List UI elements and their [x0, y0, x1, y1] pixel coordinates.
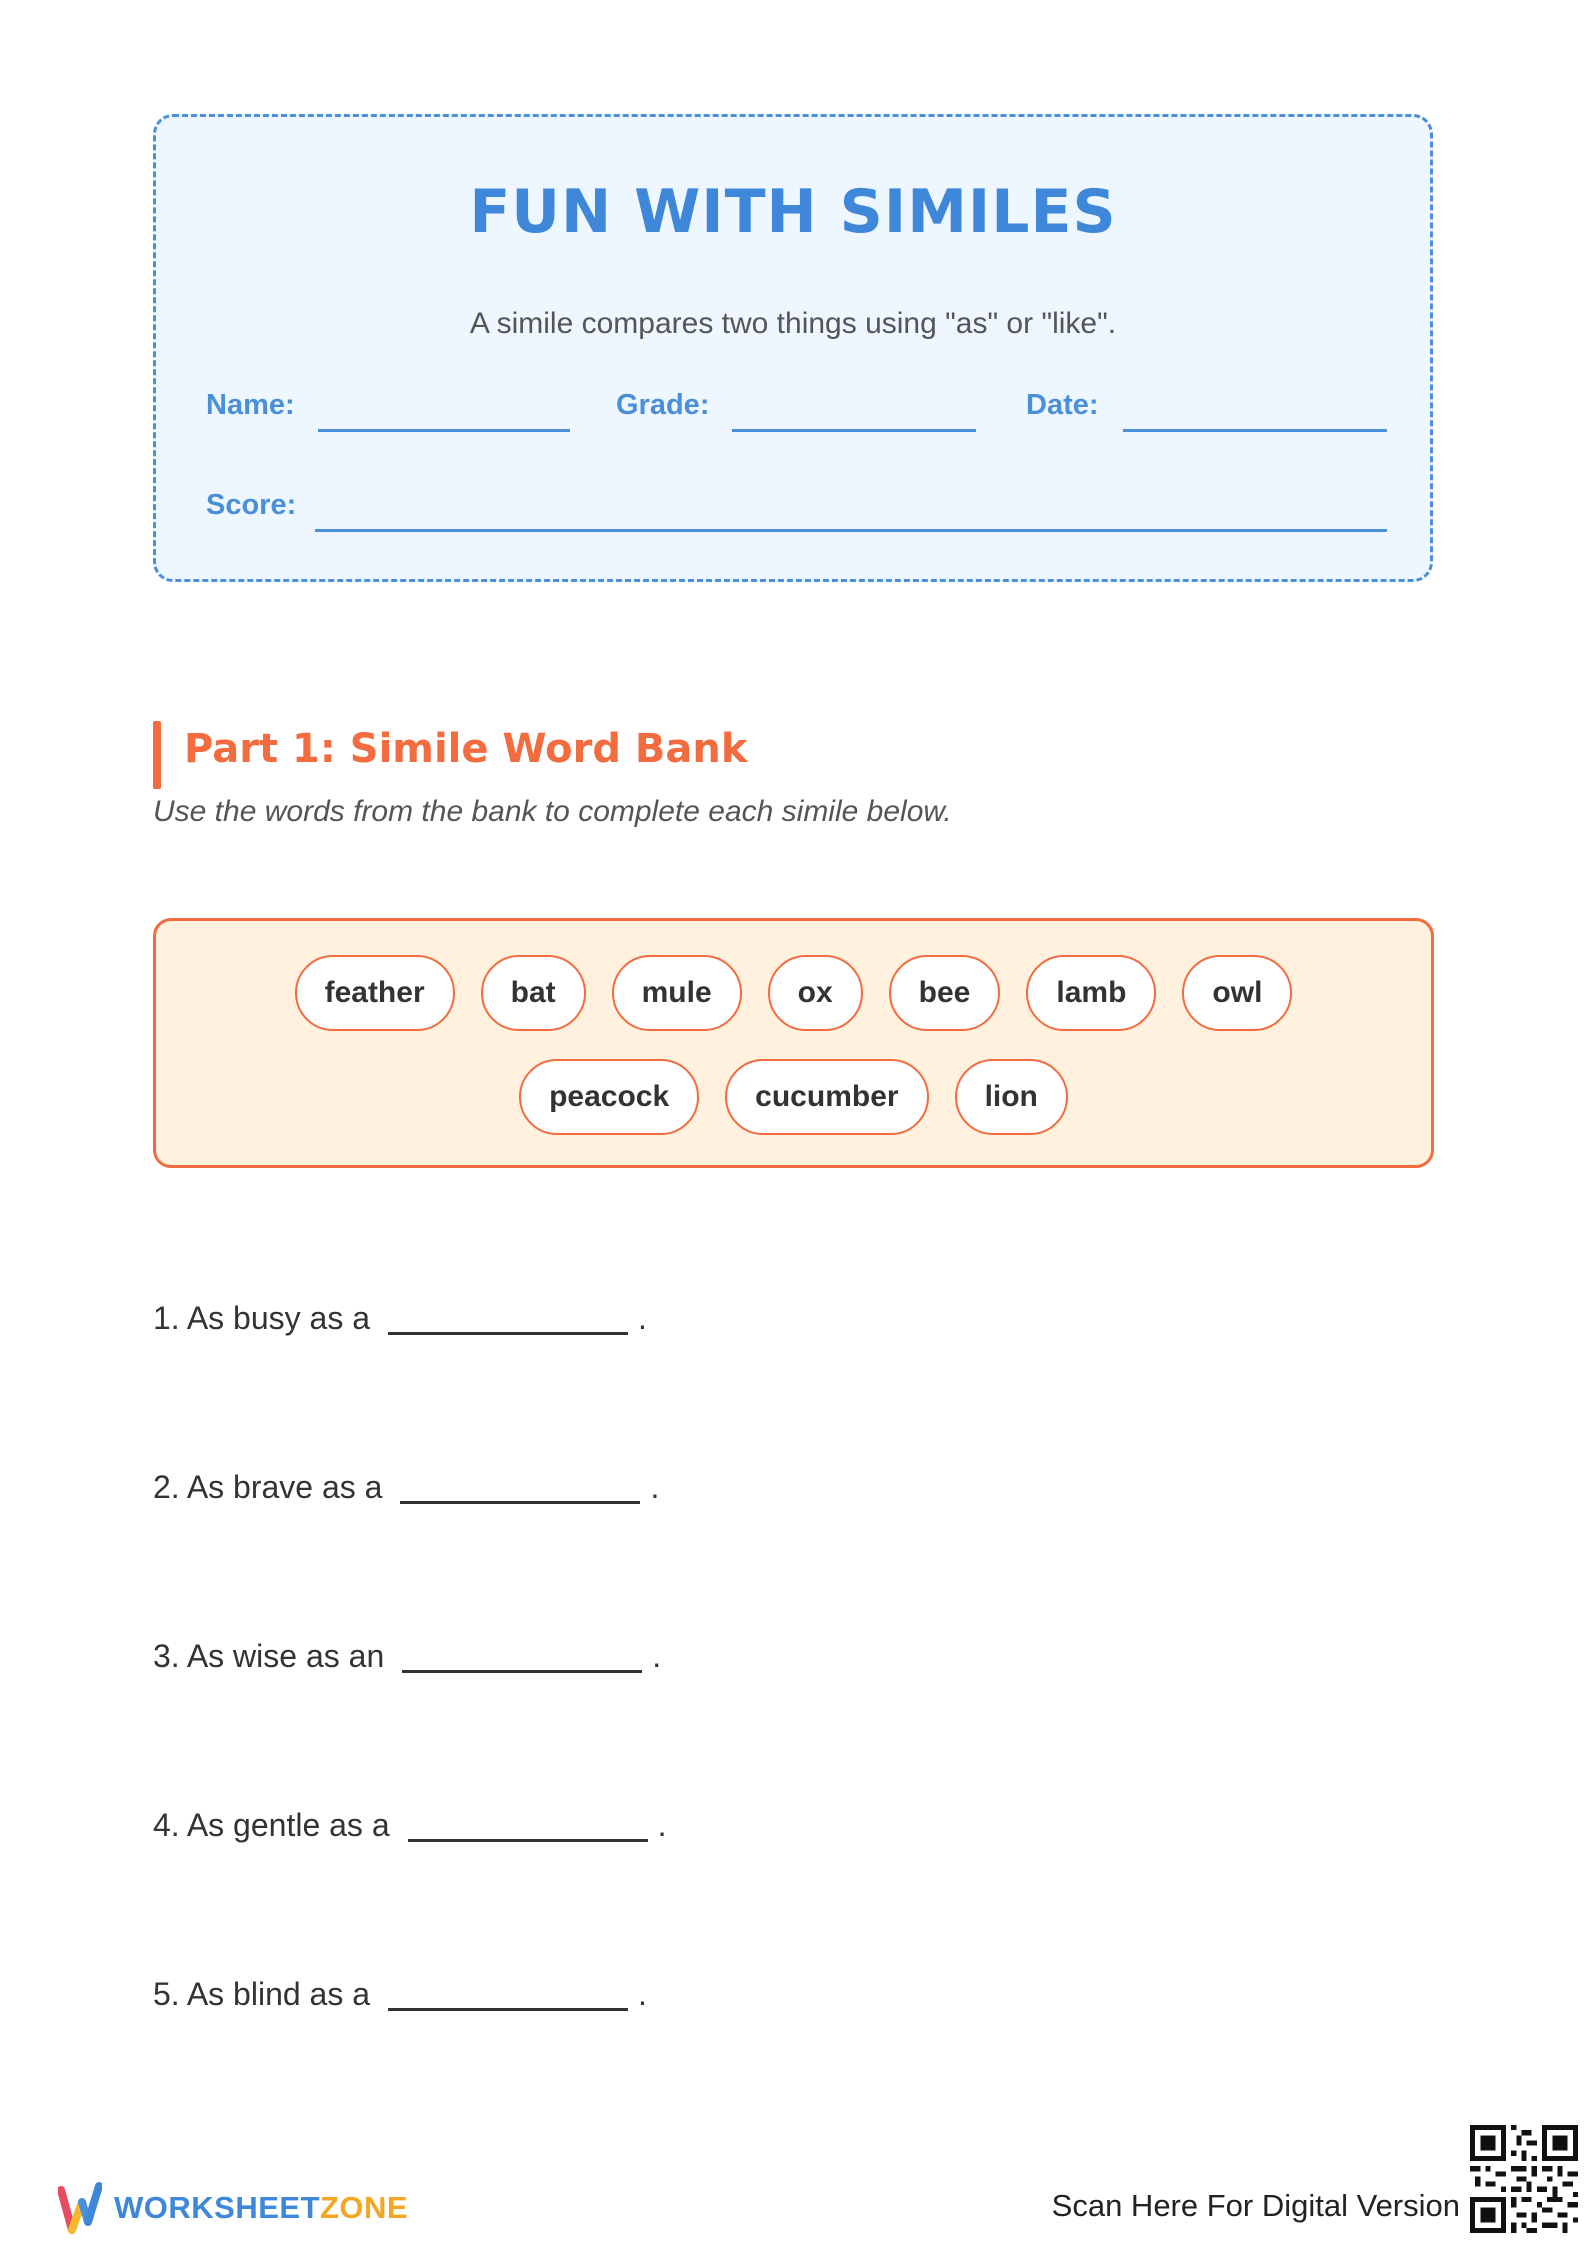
question-period: .	[652, 1638, 662, 1674]
answer-blank[interactable]	[408, 1839, 648, 1842]
question-text: 3. As wise as an	[153, 1638, 385, 1674]
worksheetzone-w-logo-icon	[58, 2180, 102, 2236]
word-bank	[153, 918, 1434, 1168]
name-field[interactable]	[318, 429, 570, 432]
grade-field[interactable]	[732, 429, 976, 432]
question-period: .	[638, 1976, 647, 2012]
question-5	[153, 1976, 647, 2013]
question-period: .	[657, 1807, 667, 1843]
brand-worksheet: WORKSHEET	[114, 2190, 320, 2225]
date-field[interactable]	[1123, 429, 1387, 432]
part-title-accent-bar	[153, 721, 161, 789]
question-text: 4. As gentle as a	[153, 1807, 390, 1843]
question-1	[153, 1300, 647, 1337]
answer-blank[interactable]	[388, 2008, 628, 2011]
answer-blank[interactable]	[402, 1670, 642, 1673]
name-label: Name:	[206, 389, 295, 421]
word-chip-bee[interactable]: bee	[889, 955, 1001, 1031]
question-text: 5. As blind as a	[153, 1976, 371, 2012]
scan-here-text: Scan Here For Digital Version	[1051, 2188, 1460, 2223]
word-bank-row-2	[156, 1059, 1431, 1135]
word-chip-lamb[interactable]: lamb	[1026, 955, 1156, 1031]
word-chip-lion[interactable]: lion	[955, 1059, 1068, 1135]
worksheet-subtitle: A simile compares two things using "as" or "like".	[469, 307, 1117, 340]
question-3	[153, 1638, 661, 1675]
worksheet-title: FUN WITH SIMILES	[469, 177, 1117, 247]
grade-label: Grade:	[616, 389, 710, 421]
answer-blank[interactable]	[388, 1332, 628, 1335]
part1-title: Part 1: Simile Word Bank	[184, 726, 748, 772]
question-4	[153, 1807, 667, 1844]
score-field[interactable]	[315, 529, 1387, 532]
score-label: Score:	[206, 489, 297, 521]
qr-code-icon[interactable]	[1470, 2125, 1578, 2233]
word-chip-feather[interactable]: feather	[295, 955, 455, 1031]
part1-instruction: Use the words from the bank to complete each simile below.	[153, 795, 952, 828]
date-label: Date:	[1026, 389, 1099, 421]
worksheetzone-logo[interactable]	[58, 2180, 408, 2236]
brand-zone: ZONE	[320, 2190, 409, 2225]
answer-blank[interactable]	[400, 1501, 640, 1504]
word-chip-mule[interactable]: mule	[612, 955, 742, 1031]
question-text: 2. As brave as a	[153, 1469, 383, 1505]
word-bank-row-1	[156, 955, 1431, 1031]
question-period: .	[638, 1300, 647, 1336]
question-text: 1. As busy as a	[153, 1300, 371, 1336]
question-period: .	[650, 1469, 660, 1505]
word-chip-bat[interactable]: bat	[481, 955, 586, 1031]
word-chip-owl[interactable]: owl	[1182, 955, 1292, 1031]
word-chip-ox[interactable]: ox	[768, 955, 863, 1031]
header-box	[153, 114, 1433, 582]
word-chip-peacock[interactable]: peacock	[519, 1059, 699, 1135]
word-chip-cucumber[interactable]: cucumber	[725, 1059, 928, 1135]
question-2	[153, 1469, 659, 1506]
